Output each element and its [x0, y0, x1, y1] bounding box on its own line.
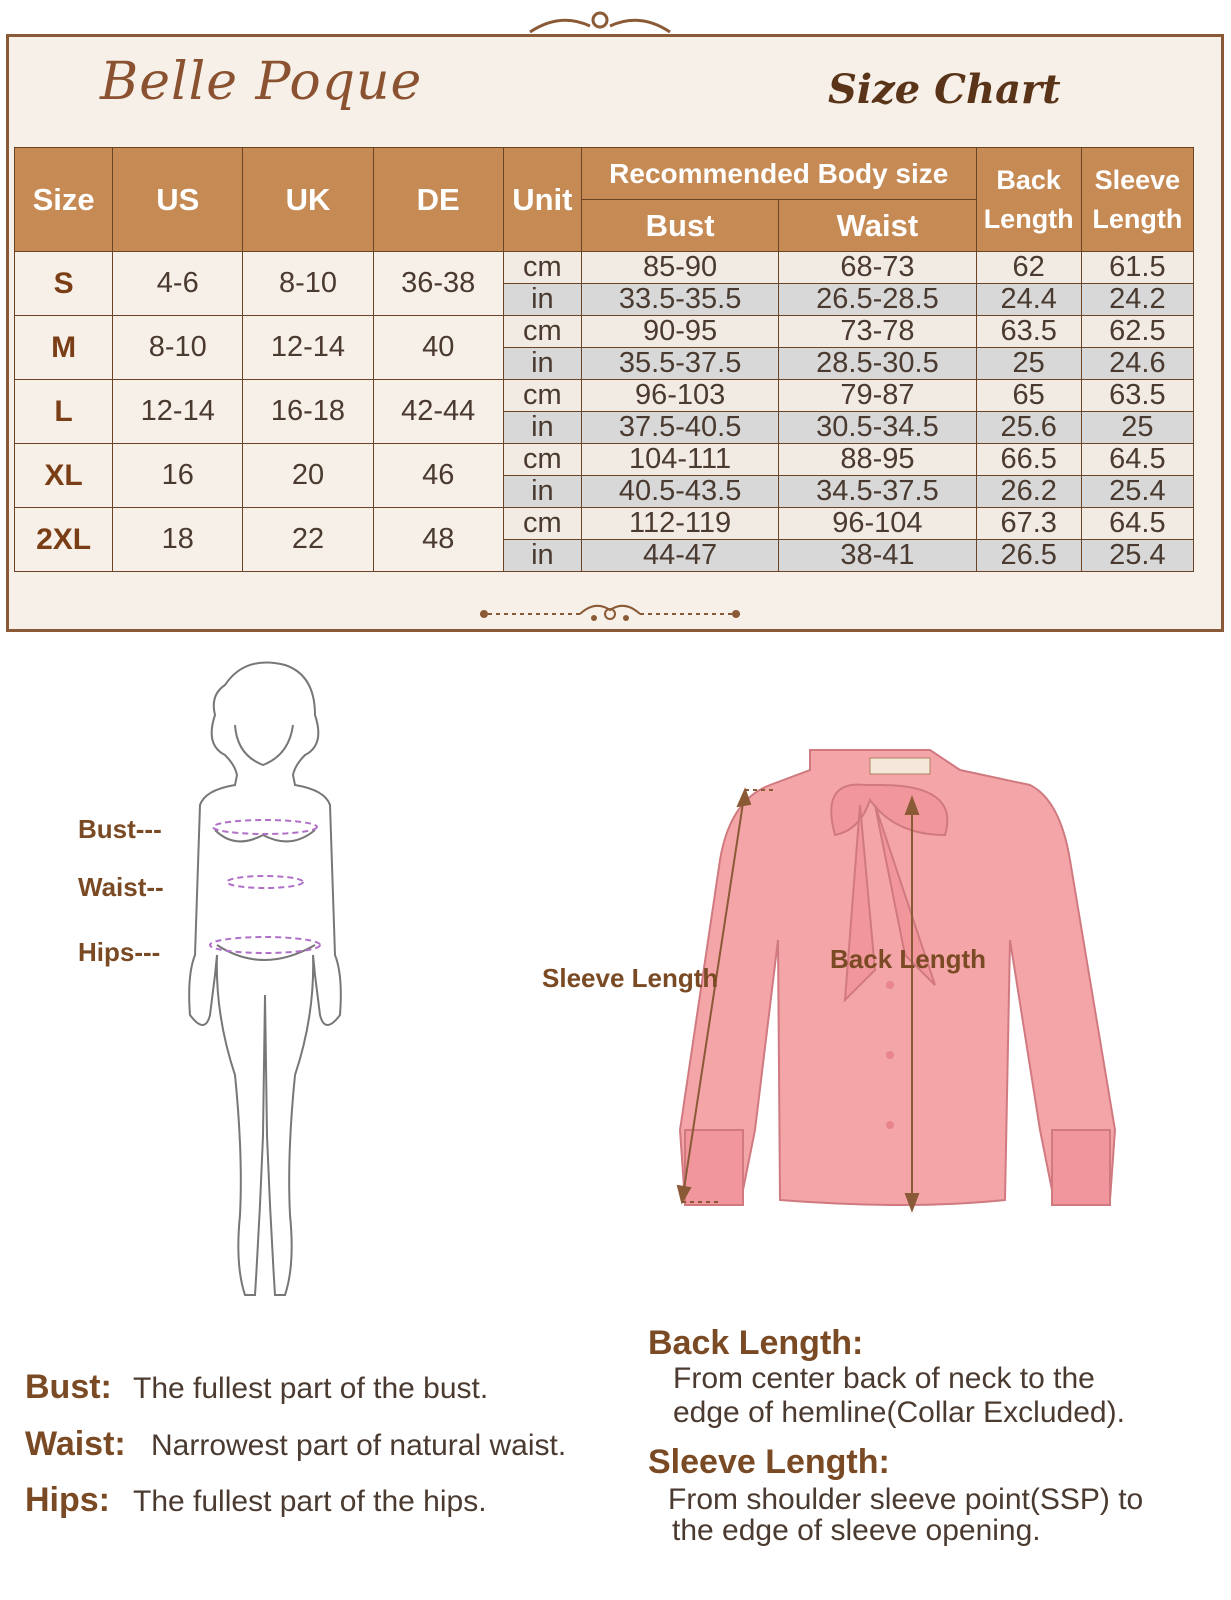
cell-in-sleeve: 24.6 — [1081, 348, 1193, 380]
cell-in-back: 25.6 — [976, 412, 1081, 444]
header-size: Size — [15, 148, 113, 252]
cell-size: S — [15, 252, 113, 316]
cell-de: 36-38 — [373, 252, 503, 316]
cell-in-unit: in — [503, 540, 581, 572]
cell-de: 48 — [373, 508, 503, 572]
chart-title: Size Chart — [828, 66, 1061, 113]
cell-in-unit: in — [503, 348, 581, 380]
cell-uk: 20 — [243, 444, 373, 508]
table-row — [15, 444, 1194, 476]
cell-uk: 8-10 — [243, 252, 373, 316]
header-bust: Bust — [581, 200, 778, 252]
cell-cm-waist: 88-95 — [779, 444, 976, 476]
label-waist: Waist-- — [78, 872, 164, 902]
cell-cm-bust: 85-90 — [581, 252, 778, 284]
cell-cm-sleeve: 63.5 — [1081, 380, 1193, 412]
table-row — [15, 508, 1194, 540]
cell-in-back: 24.4 — [976, 284, 1081, 316]
cell-de: 40 — [373, 316, 503, 380]
table-row — [15, 252, 1194, 284]
label-sleeve-length: Sleeve Length — [542, 963, 719, 993]
desc-sleeve-key: Sleeve Length: — [648, 1443, 890, 1481]
cell-in-waist: 26.5-28.5 — [779, 284, 976, 316]
cell-in-sleeve: 25.4 — [1081, 476, 1193, 508]
cell-us: 16 — [113, 444, 243, 508]
header-sleeve-length — [1081, 148, 1193, 252]
desc-sleeve-val-2: the edge of sleeve opening. — [672, 1514, 1041, 1547]
cell-in-unit: in — [503, 476, 581, 508]
cell-in-bust: 44-47 — [581, 540, 778, 572]
cell-uk: 12-14 — [243, 316, 373, 380]
cell-cm-back: 66.5 — [976, 444, 1081, 476]
table-row — [15, 380, 1194, 412]
cell-in-bust: 33.5-35.5 — [581, 284, 778, 316]
cell-cm-back: 67.3 — [976, 508, 1081, 540]
table-bottom-space — [20, 580, 1200, 581]
cell-in-sleeve: 25.4 — [1081, 540, 1193, 572]
cell-cm-sleeve: 61.5 — [1081, 252, 1193, 284]
body-figure — [175, 655, 355, 1305]
cell-in-waist: 34.5-37.5 — [779, 476, 976, 508]
cell-uk: 22 — [243, 508, 373, 572]
cell-in-back: 26.5 — [976, 540, 1081, 572]
cell-cm-bust: 96-103 — [581, 380, 778, 412]
desc-back-key: Back Length: — [648, 1324, 864, 1362]
cell-cm-sleeve: 62.5 — [1081, 316, 1193, 348]
cell-cm-sleeve: 64.5 — [1081, 444, 1193, 476]
cell-size: L — [15, 380, 113, 444]
cell-cm-bust: 112-119 — [581, 508, 778, 540]
label-bust: Bust--- — [78, 814, 162, 844]
cell-cm-unit: cm — [503, 508, 581, 540]
header-recommended: Recommended Body size — [581, 148, 976, 200]
cell-in-bust: 35.5-37.5 — [581, 348, 778, 380]
header-sleeve-line2: Length — [1092, 203, 1183, 234]
cell-size: XL — [15, 444, 113, 508]
header-waist: Waist — [779, 200, 976, 252]
cell-uk: 16-18 — [243, 380, 373, 444]
desc-hips-val: The fullest part of the hips. — [133, 1485, 487, 1518]
cell-in-bust: 37.5-40.5 — [581, 412, 778, 444]
blouse-image — [660, 740, 1120, 1220]
header-sleeve-line1: Sleeve — [1094, 164, 1181, 195]
cell-cm-back: 62 — [976, 252, 1081, 284]
cell-size: M — [15, 316, 113, 380]
cell-de: 46 — [373, 444, 503, 508]
cell-cm-waist: 96-104 — [779, 508, 976, 540]
size-table — [14, 147, 1194, 572]
header-back-length — [976, 148, 1081, 252]
desc-sleeve-val-1: From shoulder sleeve point(SSP) to — [668, 1483, 1144, 1516]
cell-cm-back: 63.5 — [976, 316, 1081, 348]
cell-in-waist: 30.5-34.5 — [779, 412, 976, 444]
size-table-body — [15, 252, 1194, 572]
desc-waist-key: Waist: — [25, 1425, 126, 1463]
desc-waist-val: Narrowest part of natural waist. — [151, 1429, 567, 1462]
cell-us: 8-10 — [113, 316, 243, 380]
desc-hips-key: Hips: — [25, 1481, 110, 1519]
cell-cm-waist: 68-73 — [779, 252, 976, 284]
cell-us: 12-14 — [113, 380, 243, 444]
cell-cm-waist: 73-78 — [779, 316, 976, 348]
header-us: US — [113, 148, 243, 252]
cell-cm-unit: cm — [503, 444, 581, 476]
label-back-length: Back Length — [830, 944, 987, 974]
desc-back-val-1: From center back of neck to the — [673, 1362, 1095, 1395]
cell-cm-bust: 104-111 — [581, 444, 778, 476]
header-unit: Unit — [503, 148, 581, 252]
cell-de: 42-44 — [373, 380, 503, 444]
table-row — [15, 316, 1194, 348]
label-hips: Hips--- — [78, 937, 161, 967]
cell-in-sleeve: 24.2 — [1081, 284, 1193, 316]
desc-bust-key: Bust: — [25, 1368, 112, 1406]
desc-bust-val: The fullest part of the bust. — [133, 1372, 489, 1405]
cell-in-unit: in — [503, 412, 581, 444]
header-uk: UK — [243, 148, 373, 252]
cell-cm-unit: cm — [503, 252, 581, 284]
cell-in-waist: 28.5-30.5 — [779, 348, 976, 380]
cell-cm-waist: 79-87 — [779, 380, 976, 412]
cell-us: 18 — [113, 508, 243, 572]
cell-in-unit: in — [503, 284, 581, 316]
cell-in-back: 26.2 — [976, 476, 1081, 508]
cell-in-waist: 38-41 — [779, 540, 976, 572]
cell-size: 2XL — [15, 508, 113, 572]
header-de: DE — [373, 148, 503, 252]
cell-in-sleeve: 25 — [1081, 412, 1193, 444]
desc-back-val-2: edge of hemline(Collar Excluded). — [673, 1396, 1125, 1429]
cell-cm-unit: cm — [503, 316, 581, 348]
cell-cm-bust: 90-95 — [581, 316, 778, 348]
cell-us: 4-6 — [113, 252, 243, 316]
brand-logo: Belle Poque — [100, 52, 423, 112]
cell-in-bust: 40.5-43.5 — [581, 476, 778, 508]
cell-cm-sleeve: 64.5 — [1081, 508, 1193, 540]
cell-in-back: 25 — [976, 348, 1081, 380]
header-back-line1: Back — [996, 164, 1061, 195]
header-back-line2: Length — [983, 203, 1074, 234]
bottom-ornament — [470, 596, 750, 626]
cell-cm-back: 65 — [976, 380, 1081, 412]
cell-cm-unit: cm — [503, 380, 581, 412]
